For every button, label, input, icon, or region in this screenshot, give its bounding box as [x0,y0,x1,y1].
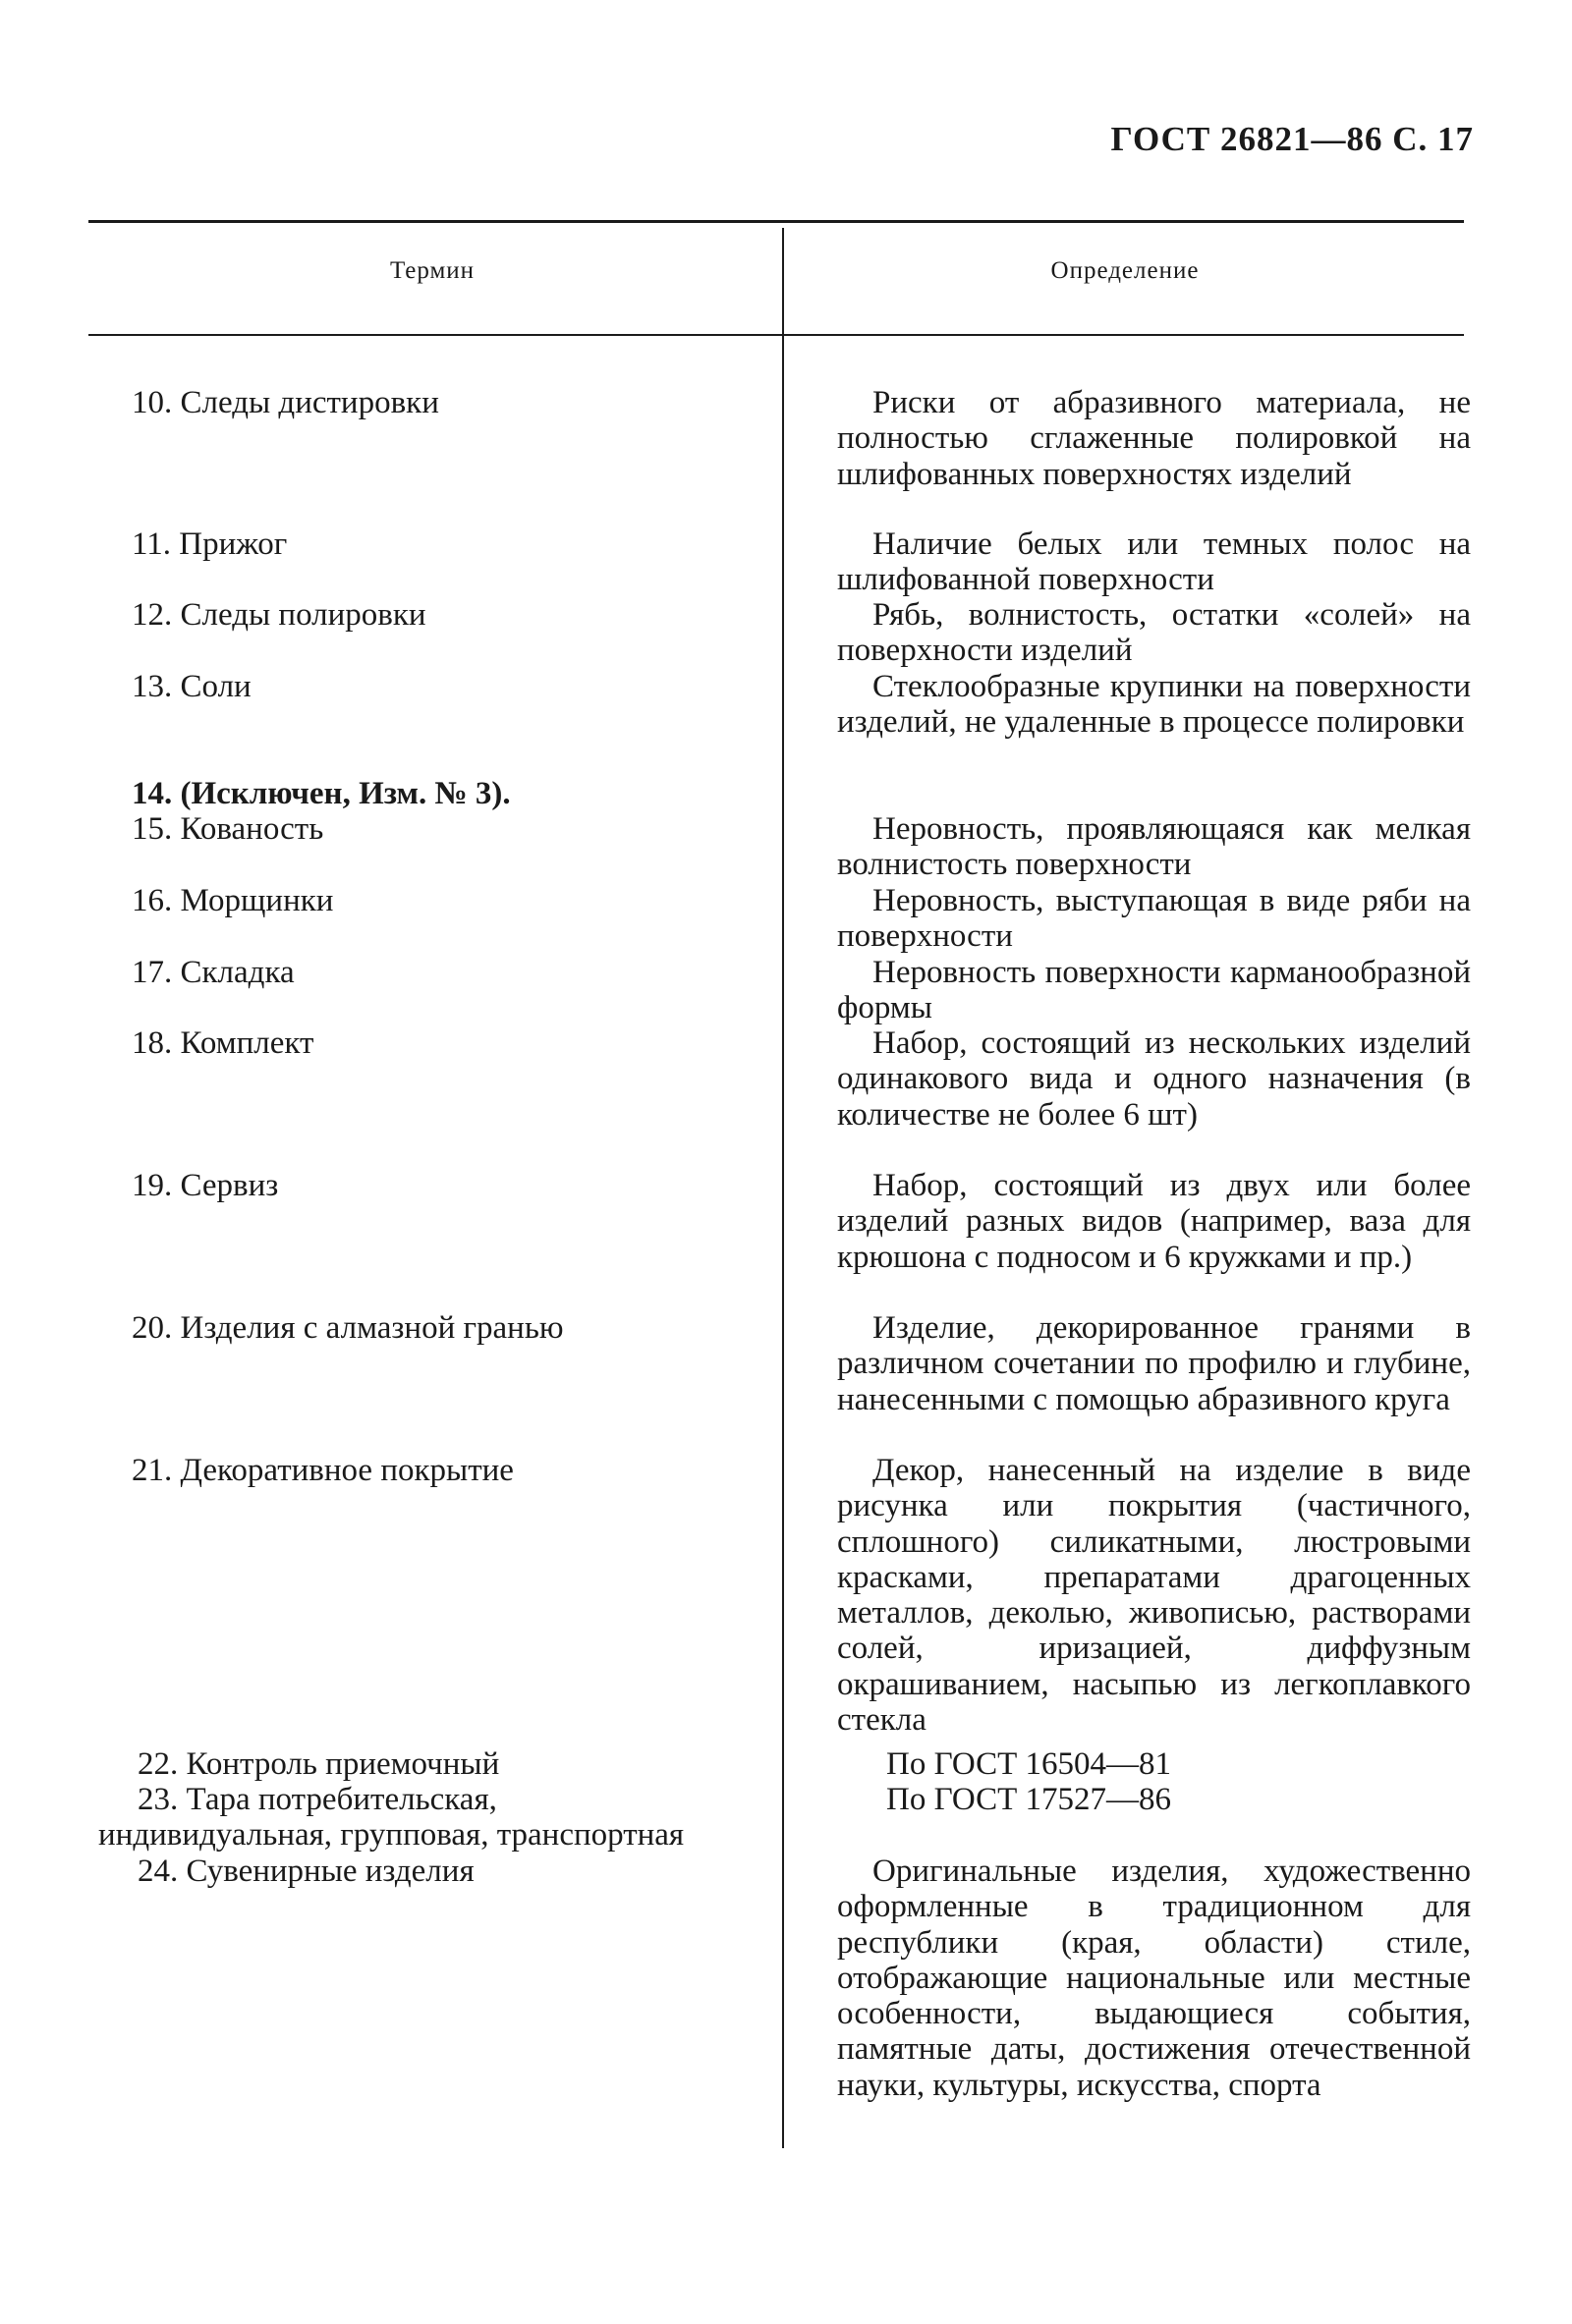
term-12: 12. Следы полировки [132,597,426,633]
term-24: 24. Сувенирные изделия [138,1854,475,1889]
definition-17: Неровность поверхности карманообразной формы [837,955,1471,1026]
definition-19: Набор, состоящий из двух или более изделий разных видов (например, ваза для крюшона с подносом и 6 кружками и пр.) [837,1168,1471,1275]
definition-16: Неровность, выступающая в виде ряби на поверхности [837,883,1471,955]
term-17: 17. Складка [132,955,295,990]
definition-24: Оригинальные изделия, художественно оформленные в традиционном для республики (края, области) стиле, отображающие национальные или местные особенности, выдающиеся события, памятные даты, достижения отечественной науки, культуры, искусства, спорта [837,1854,1471,2103]
term-10: 10. Следы дистировки [132,385,439,420]
term-20: 20. Изделия с алмазной гранью [132,1310,564,1346]
definition-12: Рябь, волнистость, остатки «солей» на поверхности изделий [837,597,1471,669]
term-16: 16. Морщинки [132,883,334,918]
definition-21: Декор, нанесенный на изделие в виде рисунка или покрытия (частичного, сплошного) силикатными, люстровыми красками, препаратами драгоценных металлов, деколью, живописью, растворами солей, иризацией, диффузным окрашиванием, насыпью из легкоплавкого стекла [837,1453,1471,1739]
definition-20: Изделие, декорированное гранями в различном сочетании по профилю и глубине, нанесенными с помощью абразивного круга [837,1310,1471,1417]
definition-10: Риски от абразивного материала, не полностью сглаженные полировкой на шлифованных поверхностях изделий [837,385,1471,492]
column-header-term: Термин [389,257,476,284]
term-11: 11. Прижог [132,526,288,562]
term-19: 19. Сервиз [132,1168,279,1203]
term-21: 21. Декоративное покрытие [132,1453,514,1488]
column-divider [782,228,784,2148]
table-header-rule [88,334,1464,336]
term-18: 18. Комплект [132,1025,314,1061]
term-13: 13. Соли [132,669,252,704]
definition-18: Набор, состоящий из нескольких изделий одинакового вида и одного назначения (в количестве не более 6 шт) [837,1025,1471,1133]
definition-11: Наличие белых или темных полос на шлифованной поверхности [837,526,1471,598]
definition-23: По ГОСТ 17527—86 [886,1782,1171,1817]
page-header: ГОСТ 26821—86 С. 17 [1110,120,1474,158]
term-14-excluded: 14. (Исключен, Изм. № 3). [132,776,511,811]
definition-15: Неровность, проявляющаяся как мелкая волнистость поверхности [837,811,1471,883]
column-header-definition: Определение [1050,257,1200,284]
definition-13: Стеклообразные крупинки на поверхности изделий, не удаленные в процессе полировки [837,669,1471,741]
term-23: 23. Тара потребительская, индивидуальная, групповая, транспортная [98,1782,685,1853]
definition-22: По ГОСТ 16504—81 [886,1746,1171,1782]
table-top-rule [88,220,1464,223]
term-22: 22. Контроль приемочный [138,1746,500,1782]
term-15: 15. Кованость [132,811,324,847]
